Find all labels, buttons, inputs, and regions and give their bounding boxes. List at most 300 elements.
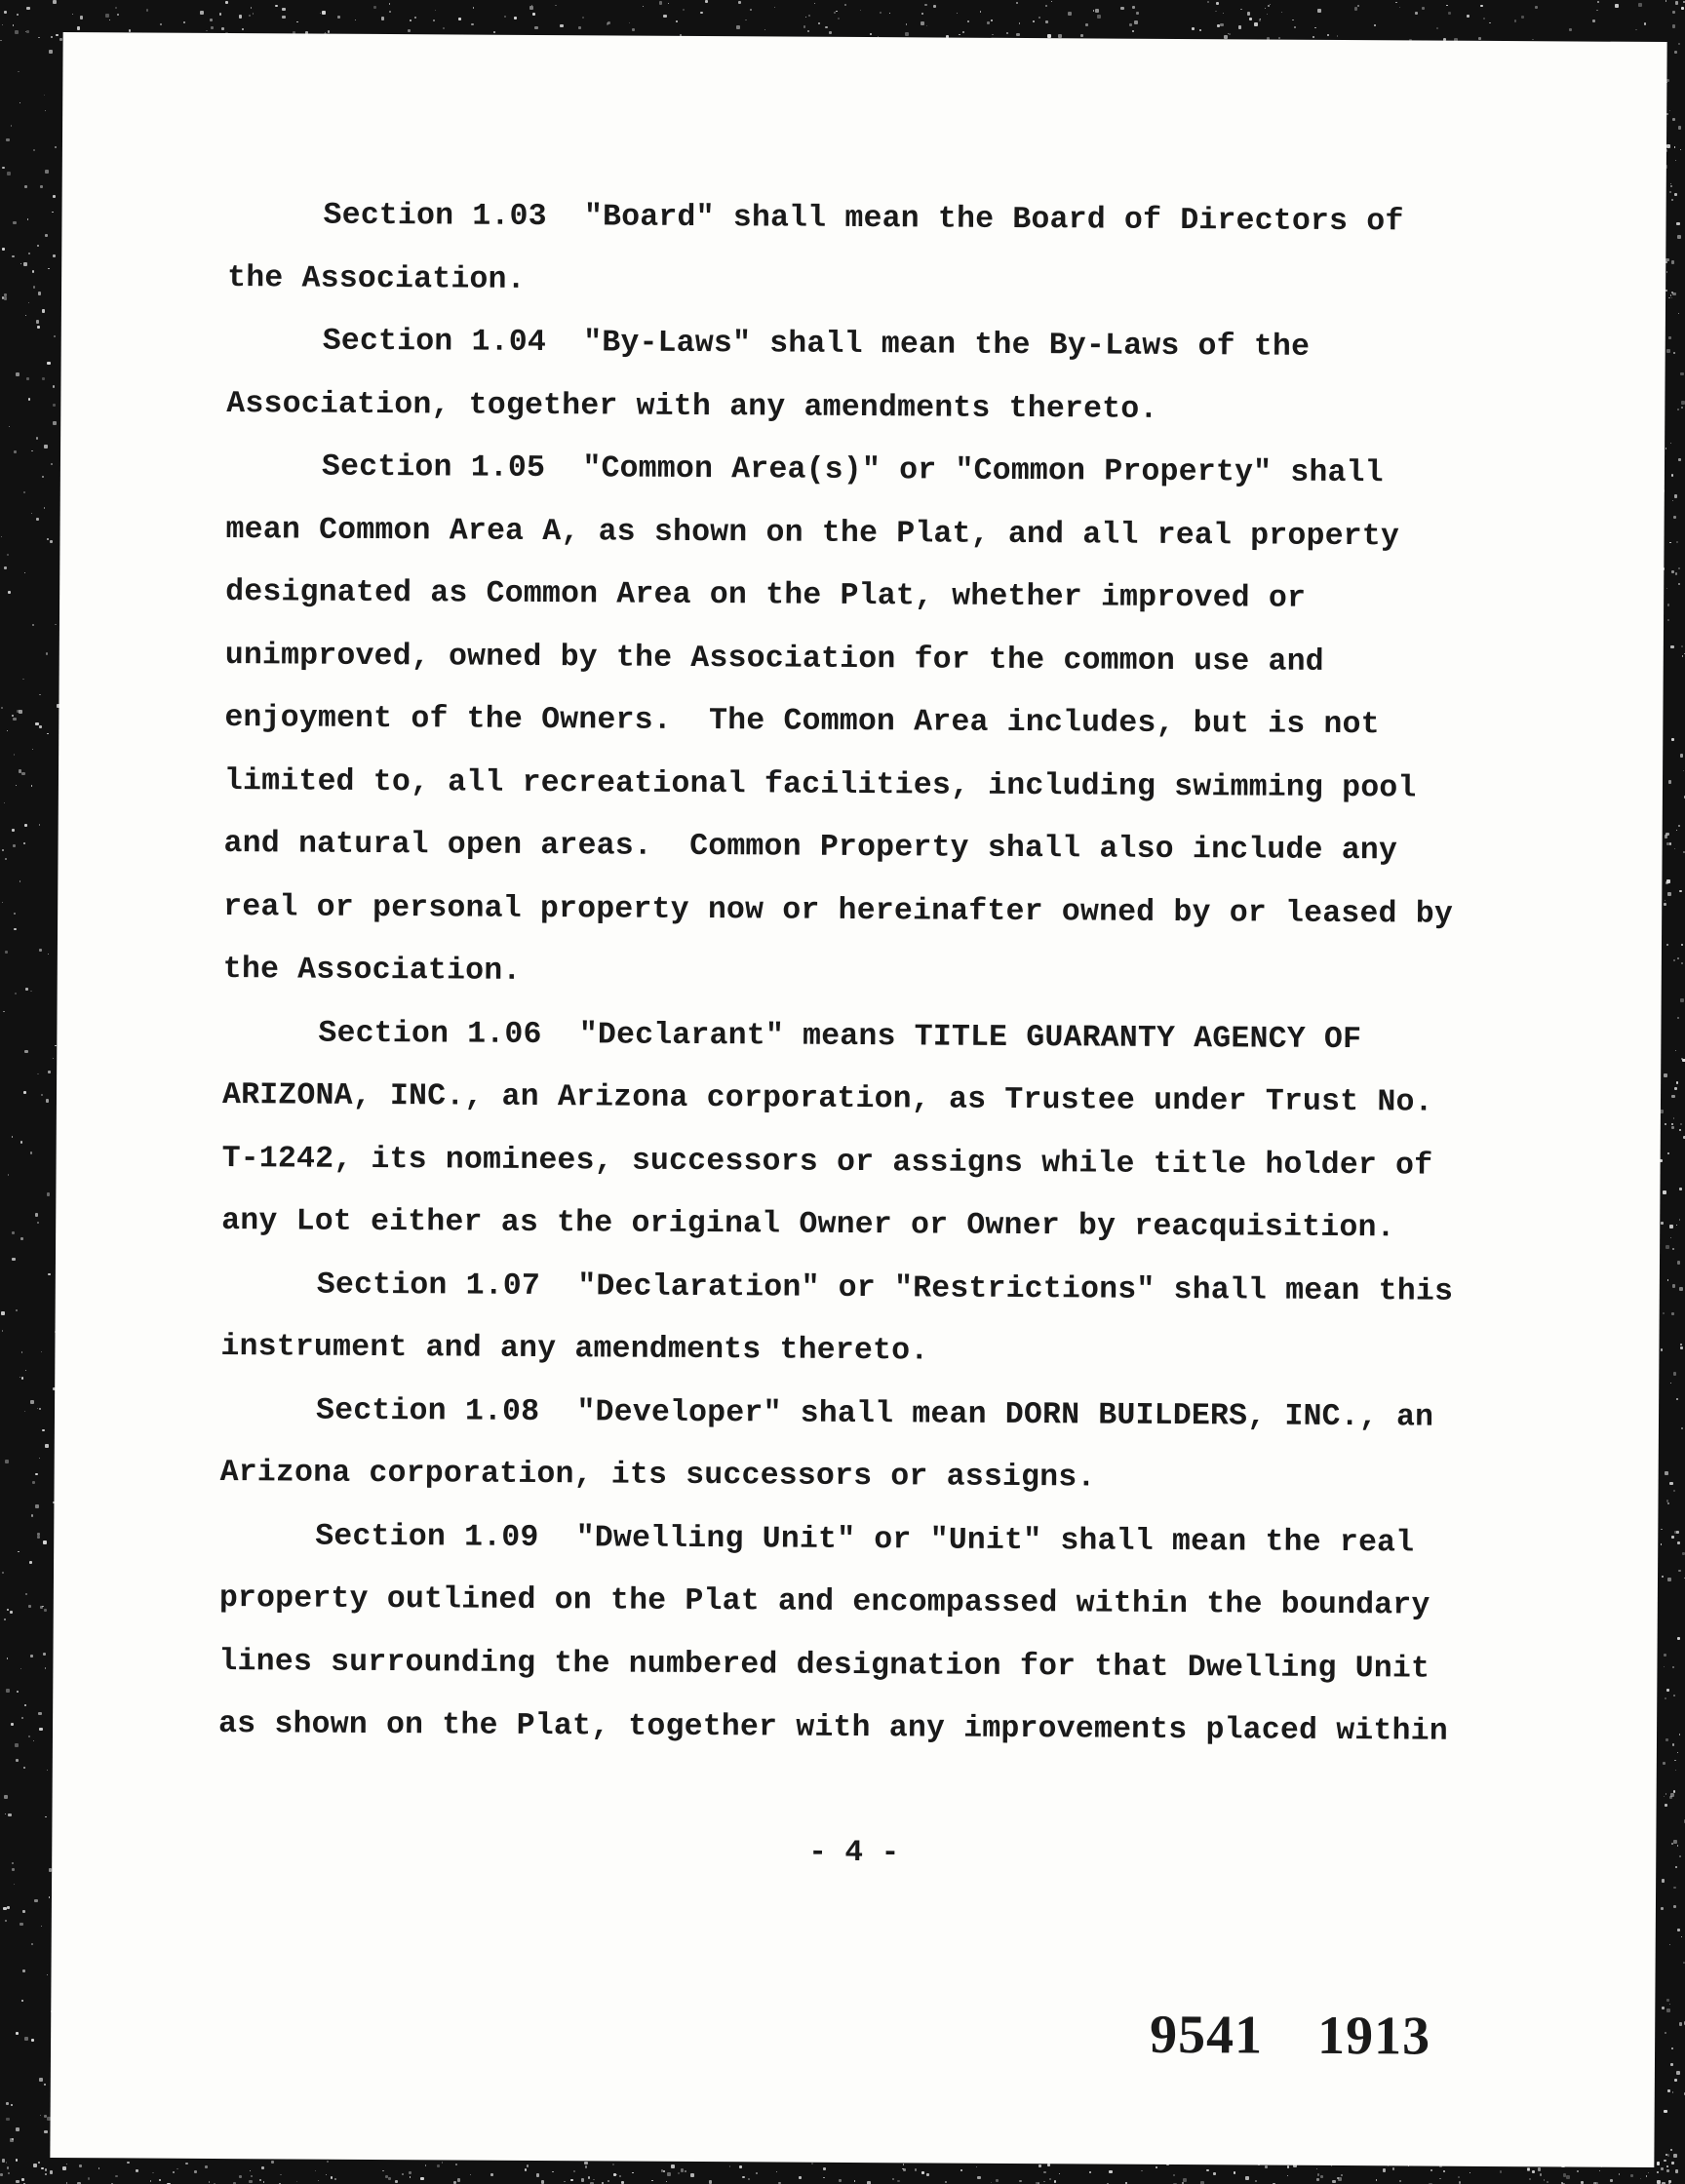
scan-noise-speck: [27, 218, 29, 220]
scan-noise-speck: [1664, 1796, 1665, 1797]
scan-noise-speck: [1532, 39, 1533, 40]
scan-noise-speck: [176, 2168, 178, 2170]
scan-noise-speck: [1, 536, 2, 537]
scan-noise-speck: [1667, 1502, 1669, 1504]
scan-noise-speck: [1667, 2154, 1670, 2157]
scan-noise-speck: [53, 385, 56, 388]
scan-noise-speck: [52, 212, 54, 214]
scan-noise-speck: [39, 824, 40, 825]
scan-noise-speck: [1681, 944, 1683, 946]
scan-noise-speck: [643, 6, 645, 8]
scan-noise-speck: [38, 292, 42, 295]
scan-noise-speck: [1016, 2, 1018, 4]
scan-noise-speck: [98, 2167, 100, 2169]
scan-noise-speck: [36, 437, 38, 439]
scan-noise-speck: [1043, 2171, 1045, 2173]
scan-noise-speck: [1663, 1312, 1665, 1314]
scan-noise-speck: [1680, 372, 1683, 375]
scan-noise-speck: [20, 1141, 23, 1144]
scan-noise-speck: [46, 652, 49, 655]
scan-noise-speck: [1668, 336, 1671, 339]
scan-noise-speck: [1672, 1248, 1674, 1250]
scan-noise-speck: [933, 5, 936, 8]
scan-noise-speck: [1430, 2169, 1432, 2171]
scan-noise-speck: [607, 22, 608, 24]
scan-noise-speck: [1672, 118, 1674, 120]
scan-noise-speck: [1667, 619, 1669, 621]
scan-noise-speck: [541, 2180, 545, 2184]
scan-noise-speck: [1665, 1738, 1668, 1741]
section-line: as shown on the Plat, together with any improvements placed within: [217, 1707, 1448, 1749]
scan-noise-speck: [1646, 2175, 1648, 2177]
section-line: T-1242, its nominees, successors or assigns while title holder of: [221, 1141, 1433, 1184]
scan-noise-speck: [1521, 16, 1524, 19]
scan-noise-speck: [33, 286, 35, 288]
scan-noise-speck: [525, 2168, 528, 2171]
scan-noise-speck: [26, 30, 29, 33]
scan-noise-speck: [1682, 655, 1683, 656]
scan-noise-speck: [20, 1923, 22, 1926]
scan-noise-speck: [1120, 7, 1123, 10]
scan-noise-speck: [1664, 903, 1666, 906]
scan-noise-speck: [8, 591, 11, 594]
scan-noise-speck: [1038, 17, 1039, 18]
scan-noise-speck: [1679, 1287, 1683, 1291]
scan-noise-speck: [905, 32, 909, 36]
scan-noise-speck: [1156, 2166, 1157, 2168]
scan-noise-speck: [1422, 7, 1425, 10]
scan-noise-speck: [1680, 754, 1683, 757]
scan-noise-speck: [1681, 645, 1683, 647]
scan-noise-speck: [1683, 770, 1684, 771]
scan-noise-speck: [807, 30, 809, 32]
scan-noise-speck: [1047, 34, 1050, 37]
scan-noise-speck: [1678, 43, 1680, 45]
page-number: - 4 -: [808, 1835, 900, 1871]
scan-noise-speck: [79, 2164, 82, 2167]
scan-noise-speck: [1676, 541, 1678, 543]
scan-noise-speck: [1674, 1531, 1677, 1534]
scan-noise-speck: [16, 785, 17, 786]
scan-noise-speck: [844, 4, 845, 5]
scan-noise-speck: [39, 694, 40, 695]
scan-noise-speck: [926, 2173, 929, 2176]
scan-noise-speck: [1669, 1482, 1673, 1486]
scan-noise-speck: [1665, 258, 1668, 261]
scan-noise-speck: [150, 2180, 152, 2182]
scan-noise-speck: [1669, 2004, 1670, 2005]
scan-noise-speck: [581, 2178, 584, 2181]
scan-noise-speck: [1677, 1261, 1681, 1265]
scan-noise-speck: [14, 913, 17, 916]
scan-noise-speck: [1680, 149, 1681, 150]
scan-noise-speck: [1215, 11, 1216, 12]
scan-noise-speck: [750, 9, 753, 12]
scan-noise-speck: [1341, 2174, 1343, 2176]
scan-noise-speck: [1483, 18, 1485, 20]
scan-noise-speck: [17, 1691, 19, 1693]
scan-noise-speck: [1664, 1666, 1665, 1667]
scan-noise-speck: [1095, 9, 1099, 13]
scan-noise-speck: [5, 1920, 8, 1923]
scan-noise-speck: [1648, 2172, 1649, 2173]
scan-noise-speck: [593, 2179, 594, 2180]
scan-noise-speck: [1666, 271, 1668, 273]
scan-noise-speck: [443, 27, 444, 28]
section-line: Section 1.08 "Developer" shall mean DORN BUILDERS, INC., an: [315, 1393, 1434, 1435]
section-1-08: [219, 1380, 1527, 1513]
scan-noise-speck: [536, 2173, 540, 2177]
scan-noise-speck: [584, 2162, 587, 2164]
scan-noise-speck: [1674, 146, 1675, 147]
section-line: Section 1.04 "By-Laws" shall mean the By-Laws of the: [322, 324, 1311, 365]
scan-noise-speck: [1665, 1804, 1667, 1807]
scan-noise-speck: [72, 14, 73, 15]
scan-noise-speck: [25, 1370, 27, 1372]
scan-noise-speck: [1677, 1017, 1679, 1019]
scan-noise-speck: [209, 2181, 211, 2183]
scan-noise-speck: [573, 2170, 575, 2172]
scan-noise-speck: [1045, 20, 1048, 23]
scan-noise-speck: [1207, 1, 1209, 3]
scan-noise-speck: [43, 1540, 46, 1543]
scan-noise-speck: [1666, 1689, 1669, 1692]
scan-noise-speck: [1213, 2172, 1217, 2176]
scan-noise-speck: [1229, 33, 1232, 36]
scan-noise-speck: [1668, 2180, 1671, 2183]
scan-noise-speck: [977, 2176, 981, 2180]
scan-noise-speck: [1676, 1398, 1678, 1400]
section-line: limited to, all recreational facilities, including swimming pool: [223, 763, 1417, 805]
scan-noise-speck: [1673, 1117, 1674, 1118]
scan-noise-speck: [1033, 20, 1035, 22]
scan-noise-speck: [31, 785, 32, 786]
section-line: Section 1.09 "Dwelling Unit" or "Unit" shall mean the real: [315, 1519, 1415, 1560]
scan-noise-speck: [1678, 583, 1680, 585]
scan-noise-speck: [1480, 5, 1483, 8]
scan-noise-speck: [7, 1906, 10, 1909]
scan-noise-speck: [1680, 1123, 1682, 1125]
scan-noise-speck: [1678, 825, 1681, 828]
scan-noise-speck: [6, 1689, 9, 1692]
scan-noise-speck: [1535, 6, 1538, 9]
scan-noise-speck: [5, 858, 7, 860]
scan-noise-speck: [38, 1712, 42, 1716]
scan-noise-speck: [7, 1609, 9, 1611]
scan-noise-speck: [296, 21, 298, 23]
scan-noise-speck: [1532, 2170, 1535, 2173]
scan-noise-speck: [1671, 738, 1674, 741]
scan-noise-speck: [1665, 1245, 1669, 1249]
scan-noise-speck: [200, 11, 204, 15]
scan-noise-speck: [829, 31, 832, 34]
section-line: real or personal property now or hereinafter owned by or leased by: [223, 889, 1454, 932]
section-1-04: [226, 310, 1534, 444]
scan-noise-speck: [836, 11, 838, 13]
scan-noise-speck: [1489, 22, 1491, 24]
scan-noise-speck: [50, 540, 52, 542]
scan-noise-speck: [1566, 2175, 1570, 2179]
scan-noise-speck: [1681, 1427, 1683, 1429]
scan-noise-speck: [41, 1351, 42, 1352]
scan-noise-speck: [555, 5, 557, 7]
scan-noise-speck: [1670, 443, 1671, 444]
scan-noise-speck: [774, 7, 775, 8]
scan-noise-speck: [20, 1668, 21, 1669]
scan-noise-speck: [48, 1273, 51, 1276]
scan-noise-speck: [46, 1099, 49, 1102]
scan-noise-speck: [629, 22, 630, 23]
scan-noise-speck: [823, 2167, 826, 2170]
scan-noise-speck: [1669, 842, 1671, 844]
scan-noise-speck: [23, 842, 25, 844]
scan-noise-speck: [17, 14, 19, 16]
scan-noise-speck: [13, 718, 16, 721]
scan-noise-speck: [1388, 2165, 1389, 2166]
scan-noise-speck: [2, 24, 3, 25]
scan-noise-speck: [1676, 830, 1677, 831]
scan-noise-speck: [1047, 2164, 1050, 2166]
scan-noise-speck: [239, 2175, 241, 2177]
section-1-07: [220, 1254, 1528, 1387]
scan-noise-speck: [1683, 1962, 1685, 1964]
scan-noise-speck: [7, 172, 11, 176]
scan-noise-speck: [1667, 604, 1670, 606]
scan-noise-speck: [53, 0, 57, 4]
scan-noise-speck: [0, 40, 2, 42]
scan-noise-speck: [705, 0, 708, 3]
scan-noise-speck: [56, 34, 58, 36]
scan-noise-speck: [88, 2177, 90, 2179]
scan-noise-speck: [1671, 297, 1672, 298]
scan-noise-speck: [37, 245, 39, 247]
scan-noise-speck: [1673, 516, 1676, 519]
scan-noise-speck: [1672, 292, 1676, 296]
section-1-09: [218, 1505, 1527, 1765]
scan-noise-speck: [105, 14, 108, 17]
scan-noise-speck: [1661, 1907, 1664, 1910]
scan-noise-speck: [1615, 4, 1619, 8]
scan-noise-speck: [18, 71, 19, 72]
scan-noise-speck: [18, 1551, 19, 1552]
scan-noise-speck: [1294, 26, 1296, 28]
scan-noise-speck: [991, 2182, 992, 2183]
scan-noise-speck: [1681, 962, 1683, 964]
scan-noise-speck: [1665, 2032, 1666, 2034]
scan-noise-speck: [5, 1460, 9, 1463]
scan-noise-speck: [818, 22, 819, 23]
scan-noise-speck: [1514, 20, 1516, 21]
scan-noise-speck: [41, 1926, 42, 1927]
scan-noise-speck: [334, 2178, 336, 2180]
scan-noise-speck: [683, 9, 685, 11]
scan-noise-speck: [1671, 474, 1674, 477]
scan-noise-speck: [1338, 2177, 1342, 2181]
scan-noise-speck: [16, 2127, 20, 2131]
scan-noise-speck: [2, 849, 4, 851]
scan-noise-speck: [1665, 1123, 1666, 1125]
scan-noise-speck: [1675, 160, 1676, 161]
scan-noise-speck: [24, 185, 27, 188]
scan-noise-speck: [1054, 2180, 1056, 2182]
scan-noise-speck: [926, 25, 927, 26]
scan-noise-speck: [1043, 2181, 1044, 2182]
scan-noise-speck: [408, 29, 411, 32]
scan-noise-speck: [77, 26, 81, 30]
scan-noise-speck: [776, 2171, 777, 2172]
scan-noise-speck: [582, 17, 585, 20]
scan-noise-speck: [26, 7, 29, 10]
scan-noise-speck: [47, 1192, 51, 1196]
scan-noise-speck: [28, 1605, 31, 1608]
scan-noise-speck: [839, 2179, 842, 2182]
scan-noise-speck: [4, 1618, 6, 1620]
scan-noise-speck: [12, 715, 14, 717]
scan-noise-speck: [619, 2175, 621, 2177]
scan-noise-speck: [263, 2181, 265, 2183]
scan-noise-speck: [127, 2162, 130, 2164]
scan-noise-speck: [1677, 957, 1679, 959]
scan-noise-speck: [1547, 2181, 1548, 2183]
scan-noise-speck: [457, 2178, 461, 2182]
scan-noise-speck: [433, 20, 436, 22]
scan-noise-speck: [160, 23, 162, 25]
scan-noise-speck: [47, 1974, 48, 1975]
scan-noise-speck: [1, 707, 3, 709]
scan-noise-speck: [534, 26, 537, 29]
scan-noise-speck: [146, 9, 149, 12]
scan-noise-speck: [32, 1481, 35, 1484]
scan-noise-speck: [23, 262, 27, 266]
scan-noise-speck: [35, 722, 38, 725]
scan-noise-speck: [15, 1743, 18, 1746]
scan-noise-speck: [1671, 1095, 1674, 1098]
scan-noise-speck: [9, 426, 10, 427]
scan-noise-speck: [437, 2164, 440, 2167]
scan-noise-speck: [45, 234, 48, 237]
scan-noise-speck: [24, 1411, 25, 1412]
scan-noise-speck: [39, 949, 42, 952]
scan-noise-speck: [1666, 1999, 1669, 2002]
scan-noise-speck: [42, 309, 46, 313]
scan-noise-speck: [389, 11, 391, 13]
section-line: Association, together with any amendments thereto.: [226, 386, 1158, 427]
scan-noise-speck: [29, 1561, 32, 1564]
scan-noise-speck: [1592, 20, 1594, 21]
scan-noise-speck: [957, 13, 959, 15]
scan-noise-speck: [1051, 1, 1052, 2]
scan-noise-speck: [1132, 6, 1135, 9]
scan-noise-speck: [823, 2177, 824, 2178]
scan-noise-speck: [1671, 1536, 1674, 1539]
scan-noise-speck: [585, 2165, 587, 2167]
scan-noise-speck: [1337, 35, 1339, 37]
scan-noise-speck: [1399, 2180, 1401, 2182]
scan-noise-speck: [1287, 2175, 1288, 2176]
scan-noise-speck: [1673, 1887, 1675, 1889]
scan-noise-speck: [1679, 1129, 1682, 1132]
scan-noise-speck: [1674, 1087, 1677, 1090]
scan-noise-speck: [1443, 2170, 1445, 2172]
scan-noise-speck: [14, 1884, 15, 1885]
scan-noise-speck: [1679, 1219, 1680, 1220]
scan-noise-speck: [690, 2173, 694, 2177]
scan-noise-speck: [328, 30, 331, 33]
scan-noise-speck: [1681, 1936, 1682, 1937]
scan-noise-speck: [28, 253, 30, 254]
scan-noise-speck: [5, 951, 8, 954]
scan-noise-speck: [62, 2166, 66, 2170]
scan-noise-speck: [26, 377, 29, 380]
scan-noise-speck: [1132, 30, 1135, 33]
scan-noise-speck: [1673, 1790, 1676, 1793]
scan-noise-speck: [31, 1514, 33, 1516]
scan-noise-speck: [1672, 24, 1675, 27]
scan-noise-speck: [45, 1444, 49, 1448]
scan-noise-speck: [1610, 2179, 1612, 2181]
scan-noise-speck: [280, 2174, 282, 2176]
scan-noise-speck: [1561, 2182, 1562, 2183]
scan-noise-speck: [854, 2180, 856, 2182]
scan-noise-speck: [1666, 588, 1667, 589]
scan-noise-speck: [1068, 12, 1072, 16]
scan-noise-speck: [1673, 352, 1675, 354]
scan-noise-speck: [33, 1740, 34, 1741]
scan-noise-speck: [129, 29, 132, 32]
scan-noise-speck: [173, 2171, 175, 2173]
scan-noise-speck: [24, 1050, 27, 1053]
scan-noise-speck: [1674, 51, 1677, 54]
scan-noise-speck: [742, 2176, 745, 2179]
scan-noise-speck: [700, 12, 703, 15]
scan-noise-speck: [1672, 1743, 1674, 1745]
scan-noise-speck: [32, 624, 35, 627]
scan-noise-speck: [25, 1593, 27, 1595]
scan-noise-speck: [1228, 33, 1229, 34]
scan-noise-speck: [21, 2178, 24, 2181]
scan-noise-speck: [527, 2164, 529, 2166]
scan-noise-speck: [1673, 2154, 1677, 2158]
scan-noise-speck: [7, 730, 8, 731]
scan-noise-speck: [381, 17, 385, 20]
scan-noise-speck: [225, 1, 228, 4]
scan-noise-speck: [1080, 34, 1083, 37]
scan-noise-speck: [28, 302, 29, 303]
scan-noise-speck: [1638, 3, 1641, 6]
scan-noise-speck: [373, 6, 376, 9]
scan-noise-speck: [1392, 2167, 1394, 2169]
scan-noise-speck: [1661, 1222, 1664, 1225]
scan-noise-speck: [1674, 494, 1678, 498]
scan-noise-speck: [960, 2169, 962, 2171]
scan-noise-speck: [37, 1073, 38, 1074]
scan-noise-speck: [1619, 2173, 1621, 2175]
scan-noise-speck: [1640, 2178, 1641, 2179]
scan-noise-speck: [1660, 1159, 1663, 1162]
scan-noise-speck: [388, 2177, 391, 2180]
scan-noise-speck: [1059, 2173, 1060, 2174]
section-line: any Lot either as the original Owner or Owner by reacquisition.: [221, 1204, 1395, 1246]
scan-noise-speck: [221, 27, 225, 31]
scan-noise-speck: [32, 749, 34, 751]
scan-noise-speck: [1657, 2162, 1661, 2165]
scan-noise-speck: [1669, 110, 1670, 111]
scan-noise-speck: [1661, 1543, 1663, 1545]
scan-noise-speck: [38, 37, 40, 39]
scan-noise-speck: [53, 195, 56, 198]
scan-noise-speck: [136, 2169, 138, 2172]
scan-noise-speck: [1569, 28, 1572, 31]
